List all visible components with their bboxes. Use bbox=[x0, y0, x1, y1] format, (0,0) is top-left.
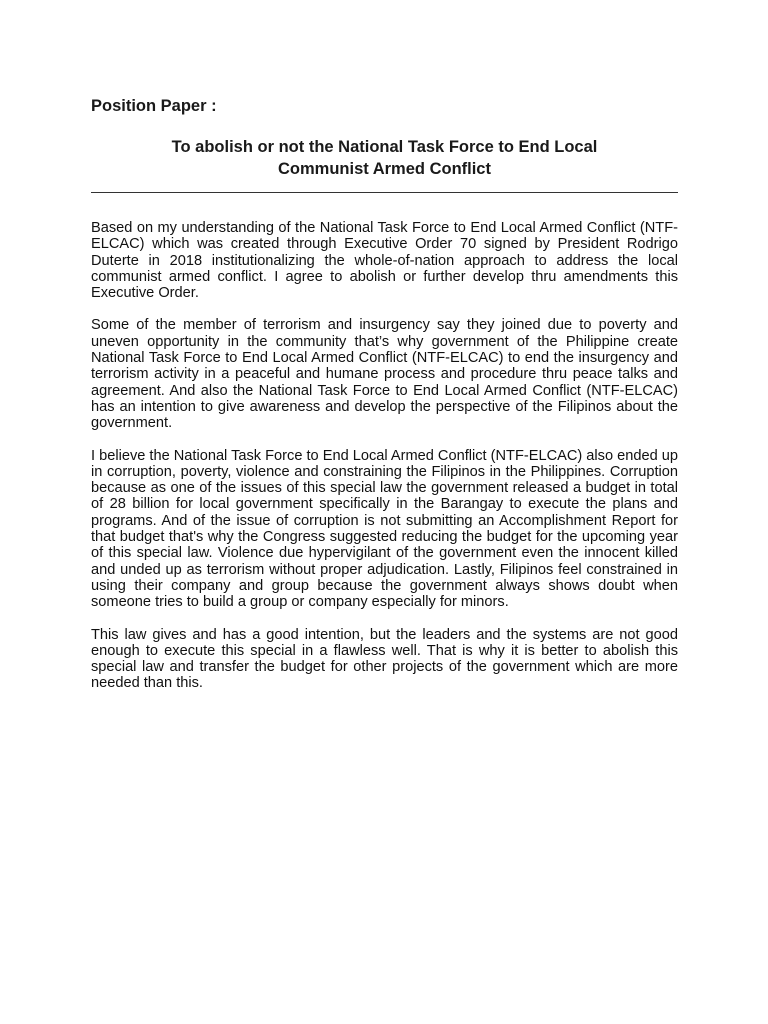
document-label: Position Paper : bbox=[91, 97, 217, 115]
paragraph: I believe the National Task Force to End Local Armed Conflict (NTF-ELCAC) also ended up in corruption, poverty, violence and constraining the Filipinos in the Philippines. Corruption because as one of the issues of this special law the government released a budget in total of 28 billion for local government specifically in the Barangay to execute the plans and programs. And of the issue of corruption is not submitting an Accomplishment Report for that budget that's why the Congress suggested reducing the budget for the upcoming year of this special law. Violence due hypervigilant of the government even the innocent killed and unded up as terrorism without proper adjudication. Lastly, Filipinos feel constrained in using their company and group because the government always shows doubt when someone tries to build a group or company especially for minors. bbox=[91, 447, 679, 611]
document-title-line-1: To abolish or not the National Task Force to End Local bbox=[171, 138, 598, 156]
document-body bbox=[91, 220, 678, 692]
paragraph: Some of the member of terrorism and insurgency say they joined due to poverty and uneven opportunity in the community that’s why government of the Philippine create National Task Force to End Local Armed Conflict (NTF-ELCAC) to end the insurgency and terrorism activity in a peaceful and humane process and procedure thru peace talks and agreement. And also the National Task Force to End Local Armed Conflict (NTF-ELCAC) has an intention to give awareness and develop the perspective of the Filipinos about the government. bbox=[91, 317, 678, 432]
paragraph: This law gives and has a good intention, but the leaders and the systems are not good enough to execute this special in a flawless well. That is why it is better to abolish this special law and transfer the budget for other projects of the government which are more needed than this. bbox=[91, 626, 678, 692]
paragraph: Based on my understanding of the National Task Force to End Local Armed Conflict (NTF-ELCAC) which was created through Executive Order 70 signed by President Rodrigo Duterte in 2018 institutionalizing the whole-of-nation approach to address the local communist armed conflict. I agree to abolish or further develop thru amendments this Executive Order. bbox=[91, 220, 678, 302]
document-title-line-2: Communist Armed Conflict bbox=[278, 160, 491, 178]
document-title bbox=[91, 136, 678, 180]
title-divider bbox=[91, 192, 678, 193]
